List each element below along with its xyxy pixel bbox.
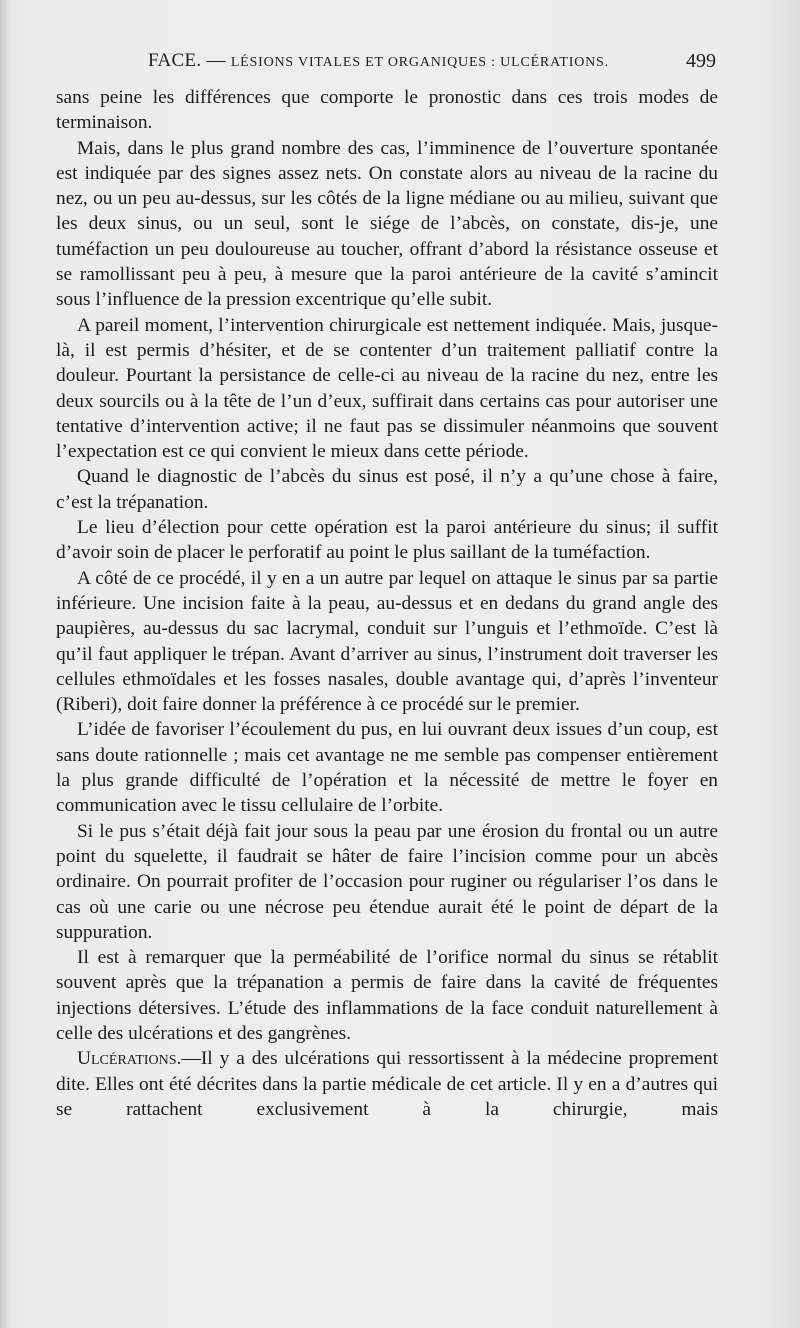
- paragraph-ulcerations: [56, 1046, 718, 1122]
- body-text: [56, 85, 718, 1122]
- paragraph: A côté de ce procédé, il y en a un autre par lequel on attaque le sinus par sa partie inférieure. Une incision faite à la peau, au-dessus et en dedans du grand angle des paupières, au-dessus du sac lacrymal, conduit sur l’unguis et l’ethmoïde. C’est là qu’il faut appliquer le trépan. Avant d’arriver au sinus, l’instrument doit traverser les cellules ethmoïdales et les fosses nasales, double avantage qui, d’après l’inventeur (Riberi), doit faire donner la préférence à ce procédé sur le premier.: [56, 567, 718, 716]
- paragraph: Mais, dans le plus grand nombre des cas, l’imminence de l’ouverture spontanée est indiquée par des signes assez nets. On constate alors au niveau de la racine du nez, ou un peu au-dessus, sur les côtés de la ligne médiane ou au milieu, suivant que les deux sinus, ou un seul, sont le siége de l’abcès, on constate, dis-je, une tuméfaction un peu douloureuse au toucher, offrant d’abord la résistance osseuse et se ramollissant peu à peu, à mesure que la paroi antérieure de la cavité s’amincit sous l’influence de la pression excentrique qu’elle subit.: [56, 137, 718, 311]
- running-title: [148, 50, 609, 72]
- paragraph: Quand le diagnostic de l’abcès du sinus est posé, il n’y a qu’une chose à faire, c’est la trépanation.: [56, 466, 718, 513]
- paragraph-continuation: sans peine les différences que comporte le pronostic dans ces trois modes de terminaison.: [56, 87, 718, 134]
- paragraph: Le lieu d’élection pour cette opération est la paroi antérieure du sinus; il suffit d’avoir soin de placer le perforatif au point le plus saillant de la tuméfaction.: [56, 517, 718, 564]
- running-header: [56, 50, 718, 78]
- running-title-separator: —: [201, 50, 231, 71]
- paragraph: A pareil moment, l’intervention chirurgicale est nettement indiquée. Mais, jusque-là, il est permis d’hésiter, et de se contenter d’un traitement palliatif contre la douleur. Pourtant la persistance de celle-ci au niveau de la racine du nez, entre les deux sourcils ou à la tête de l’un d’eux, suffirait dans certains cas pour autoriser une tentative d’intervention active; il ne faut pas se dissimuler néanmoins que souvent l’expectation est ce qui convient le mieux dans cette période.: [56, 314, 718, 463]
- paragraph-text: —Il y a des ulcérations qui ressortissent à la médecine proprement dite. Elles ont été décrites dans la partie médicale de cet article. Il y en a d’autres qui se rattachent exclusivement à la chirurgie, mais: [56, 1048, 718, 1120]
- section-lead-ulcerations: Ulcérations.: [77, 1048, 182, 1070]
- paragraph: L’idée de favoriser l’écoulement du pus, en lui ouvrant deux issues d’un coup, est sans doute rationnelle ; mais cet avantage ne me semble pas compenser entièrement la plus grande difficulté de l’opération et la nécessité de mettre le foyer en communication avec le tissu cellulaire de l’orbite.: [56, 719, 718, 817]
- paragraph: Il est à remarquer que la perméabilité de l’orifice normal du sinus se rétablit souvent après que la trépanation a permis de faire dans la cavité de fréquentes injections détersives. L’étude des inflammations de la face conduit naturellement à celle des ulcérations et des gangrènes.: [56, 947, 718, 1044]
- running-title-section: LÉSIONS VITALES ET ORGANIQUES : ULCÉRATIONS.: [230, 55, 609, 70]
- page-number: 499: [686, 50, 716, 72]
- running-title-main: FACE.: [148, 50, 202, 71]
- paragraph: Si le pus s’était déjà fait jour sous la peau par une érosion du frontal ou un autre point du squelette, il faudrait se hâter de faire l’incision comme pour un abcès ordinaire. On pourrait profiter de l’occasion pour ruginer ou régulariser l’os dans le cas où une carie ou une nécrose peu étendue aurait été le point de départ de la suppuration.: [56, 820, 718, 943]
